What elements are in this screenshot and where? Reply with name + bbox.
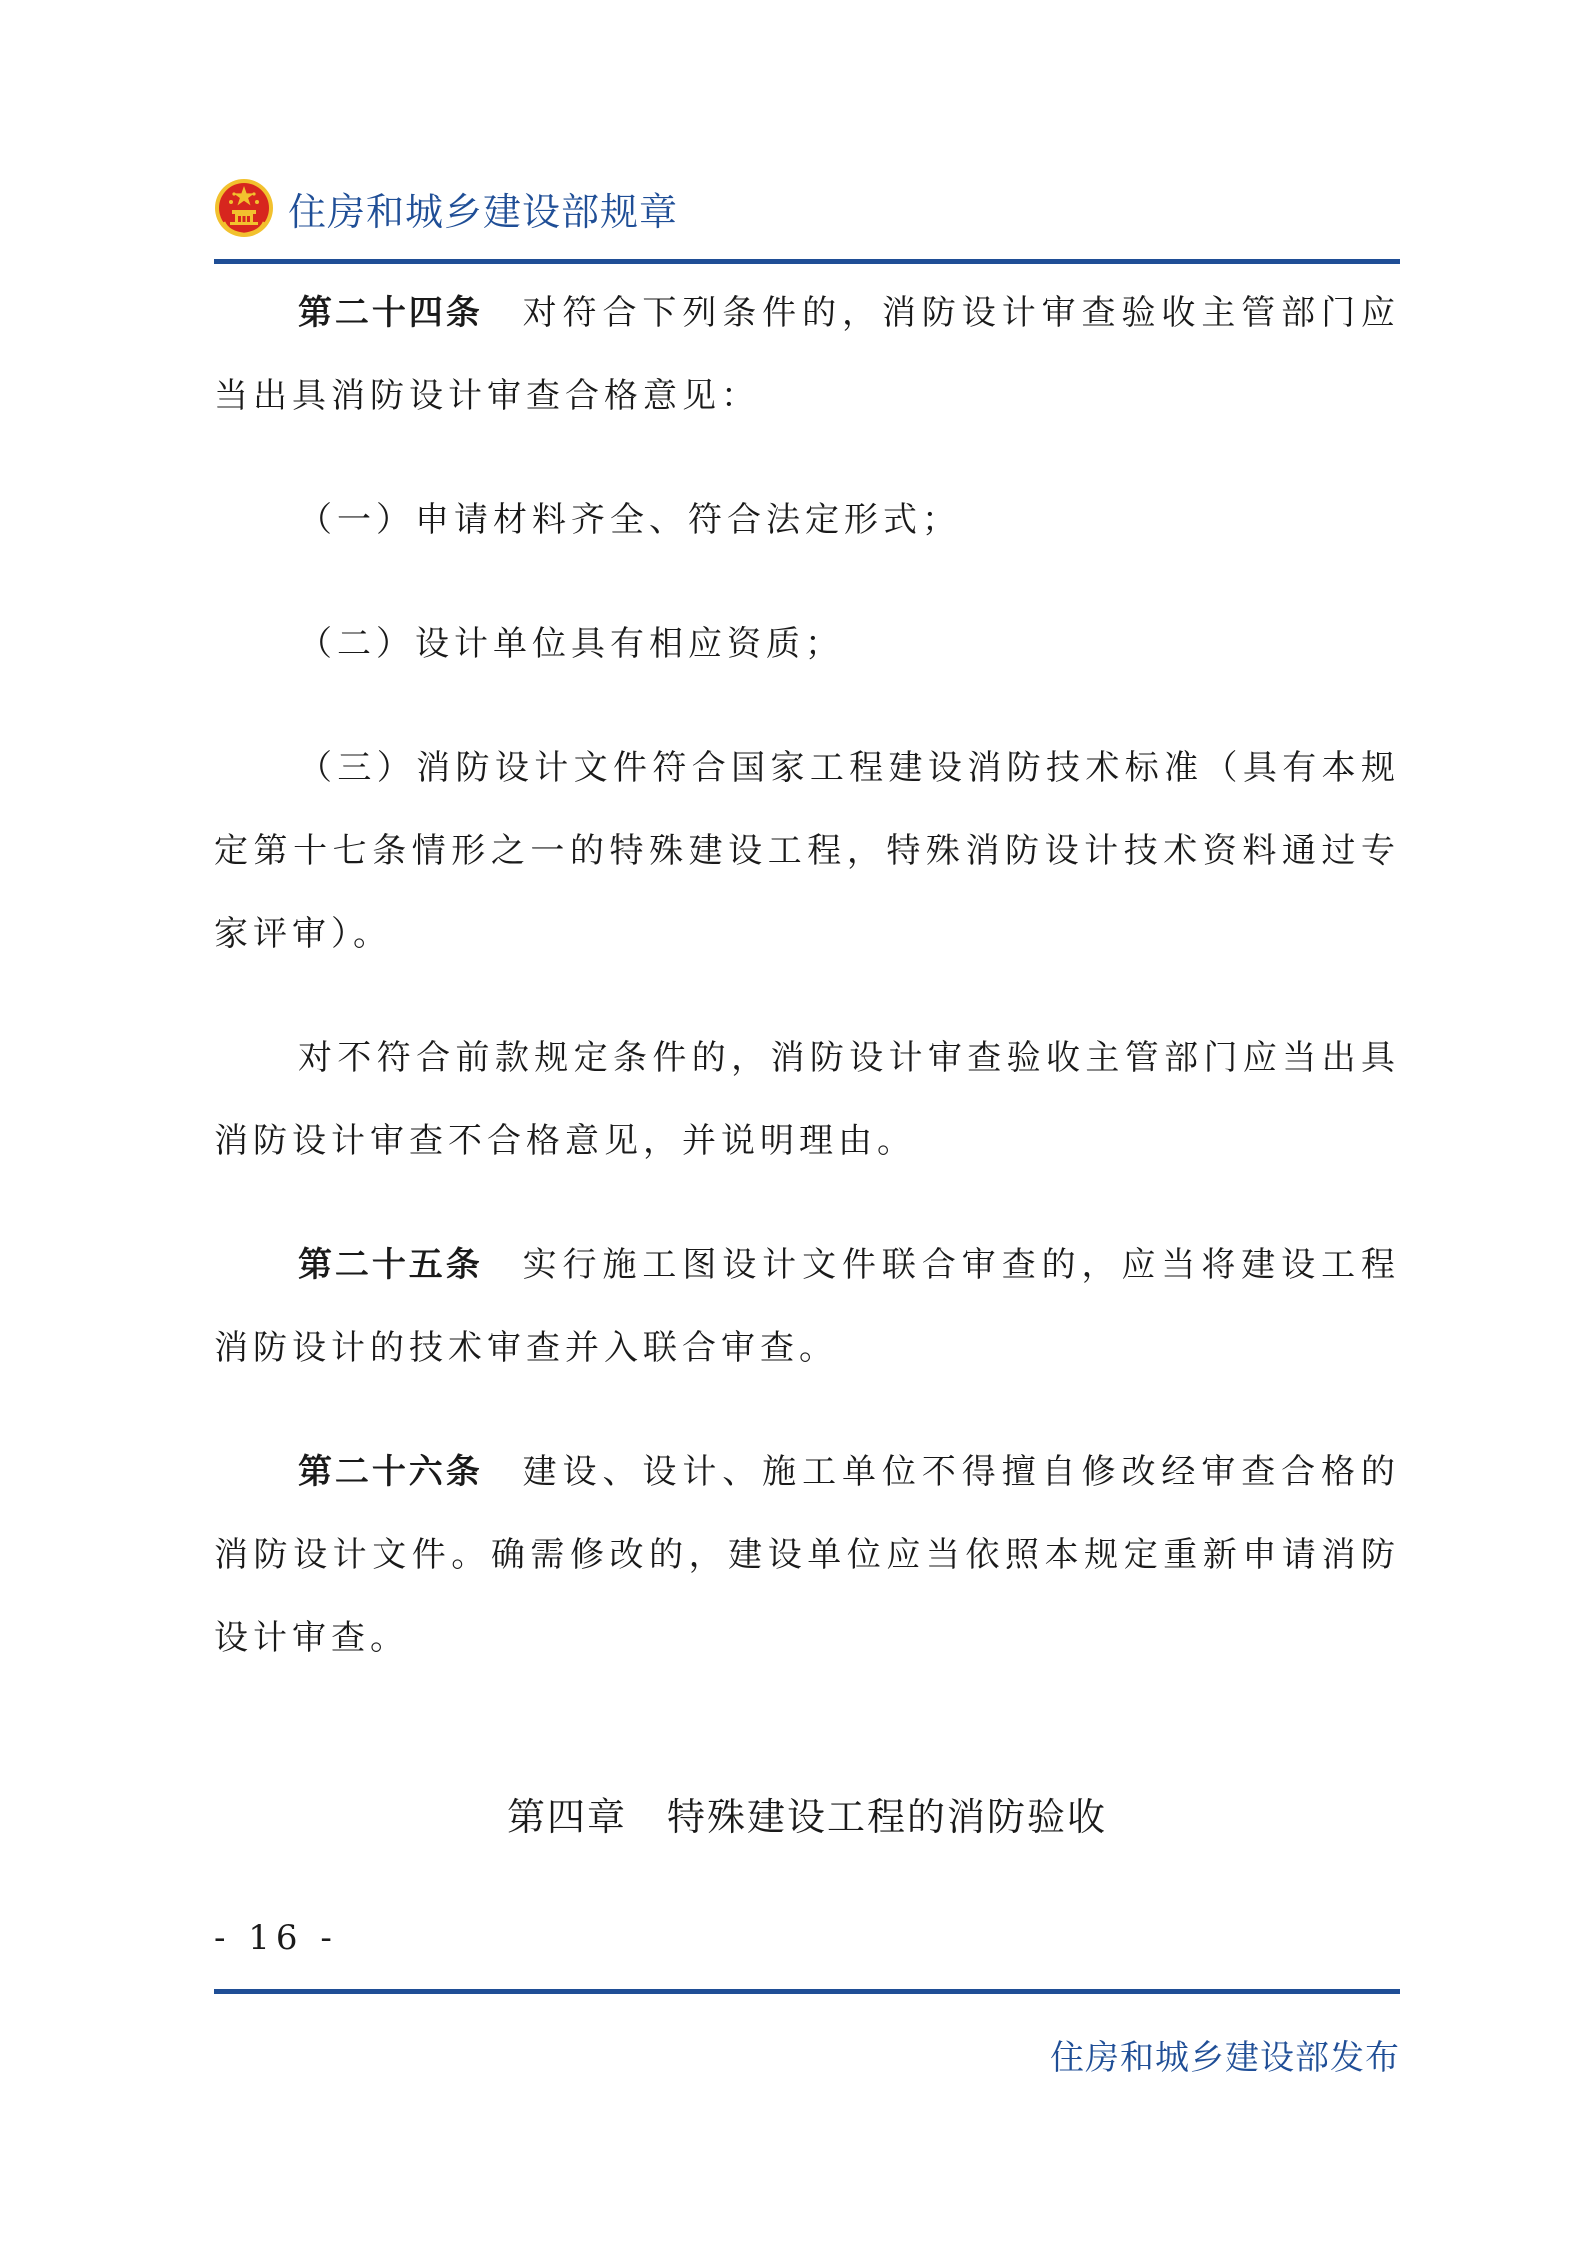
article-text: 对符合下列条件的，消防设计审查验收主管部门应当出具消防设计审查合格意见： <box>214 293 1401 416</box>
article-label: 第二十四条 <box>298 293 483 333</box>
chapter-number: 第四章 <box>506 1795 627 1839</box>
chapter-title: 特殊建设工程的消防验收 <box>667 1795 1108 1839</box>
footer-divider <box>214 1989 1400 1994</box>
paragraph-nonconforming <box>214 1017 1400 1183</box>
paragraph-text: 对不符合前款规定条件的，消防设计审查验收主管部门应当出具消防设计审查不合格意见，并说明理由。 <box>214 1038 1400 1161</box>
chapter-heading <box>214 1786 1400 1841</box>
page-header <box>214 172 678 244</box>
footer-publisher: 住房和城乡建设部发布 <box>1050 2038 1400 2078</box>
header-title: 住房和城乡建设部规章 <box>288 189 679 234</box>
article-24 <box>214 272 1400 438</box>
clause-text: （一）申请材料齐全、符合法定形式； <box>298 500 961 540</box>
article-25 <box>214 1224 1400 1390</box>
national-emblem-icon <box>214 178 274 238</box>
clause-1 <box>214 479 1400 562</box>
header-divider <box>214 259 1400 264</box>
article-label: 第二十五条 <box>298 1245 483 1285</box>
clause-3 <box>214 727 1400 976</box>
article-text: 实行施工图设计文件联合审查的，应当将建设工程消防设计的技术审查并入联合审查。 <box>214 1245 1401 1368</box>
article-text: 建设、设计、施工单位不得擅自修改经审查合格的消防设计文件。确需修改的，建设单位应当依照本规定重新申请消防设计审查。 <box>214 1452 1401 1658</box>
article-26 <box>214 1431 1400 1680</box>
clause-2 <box>214 603 1400 686</box>
page-number: - 16 - <box>214 1918 338 1958</box>
document-body <box>214 272 1400 1680</box>
article-label: 第二十六条 <box>298 1452 483 1492</box>
clause-text: （三）消防设计文件符合国家工程建设消防技术标准（具有本规定第十七条情形之一的特殊建设工程，特殊消防设计技术资料通过专家评审）。 <box>214 748 1400 954</box>
clause-text: （二）设计单位具有相应资质； <box>298 624 844 664</box>
